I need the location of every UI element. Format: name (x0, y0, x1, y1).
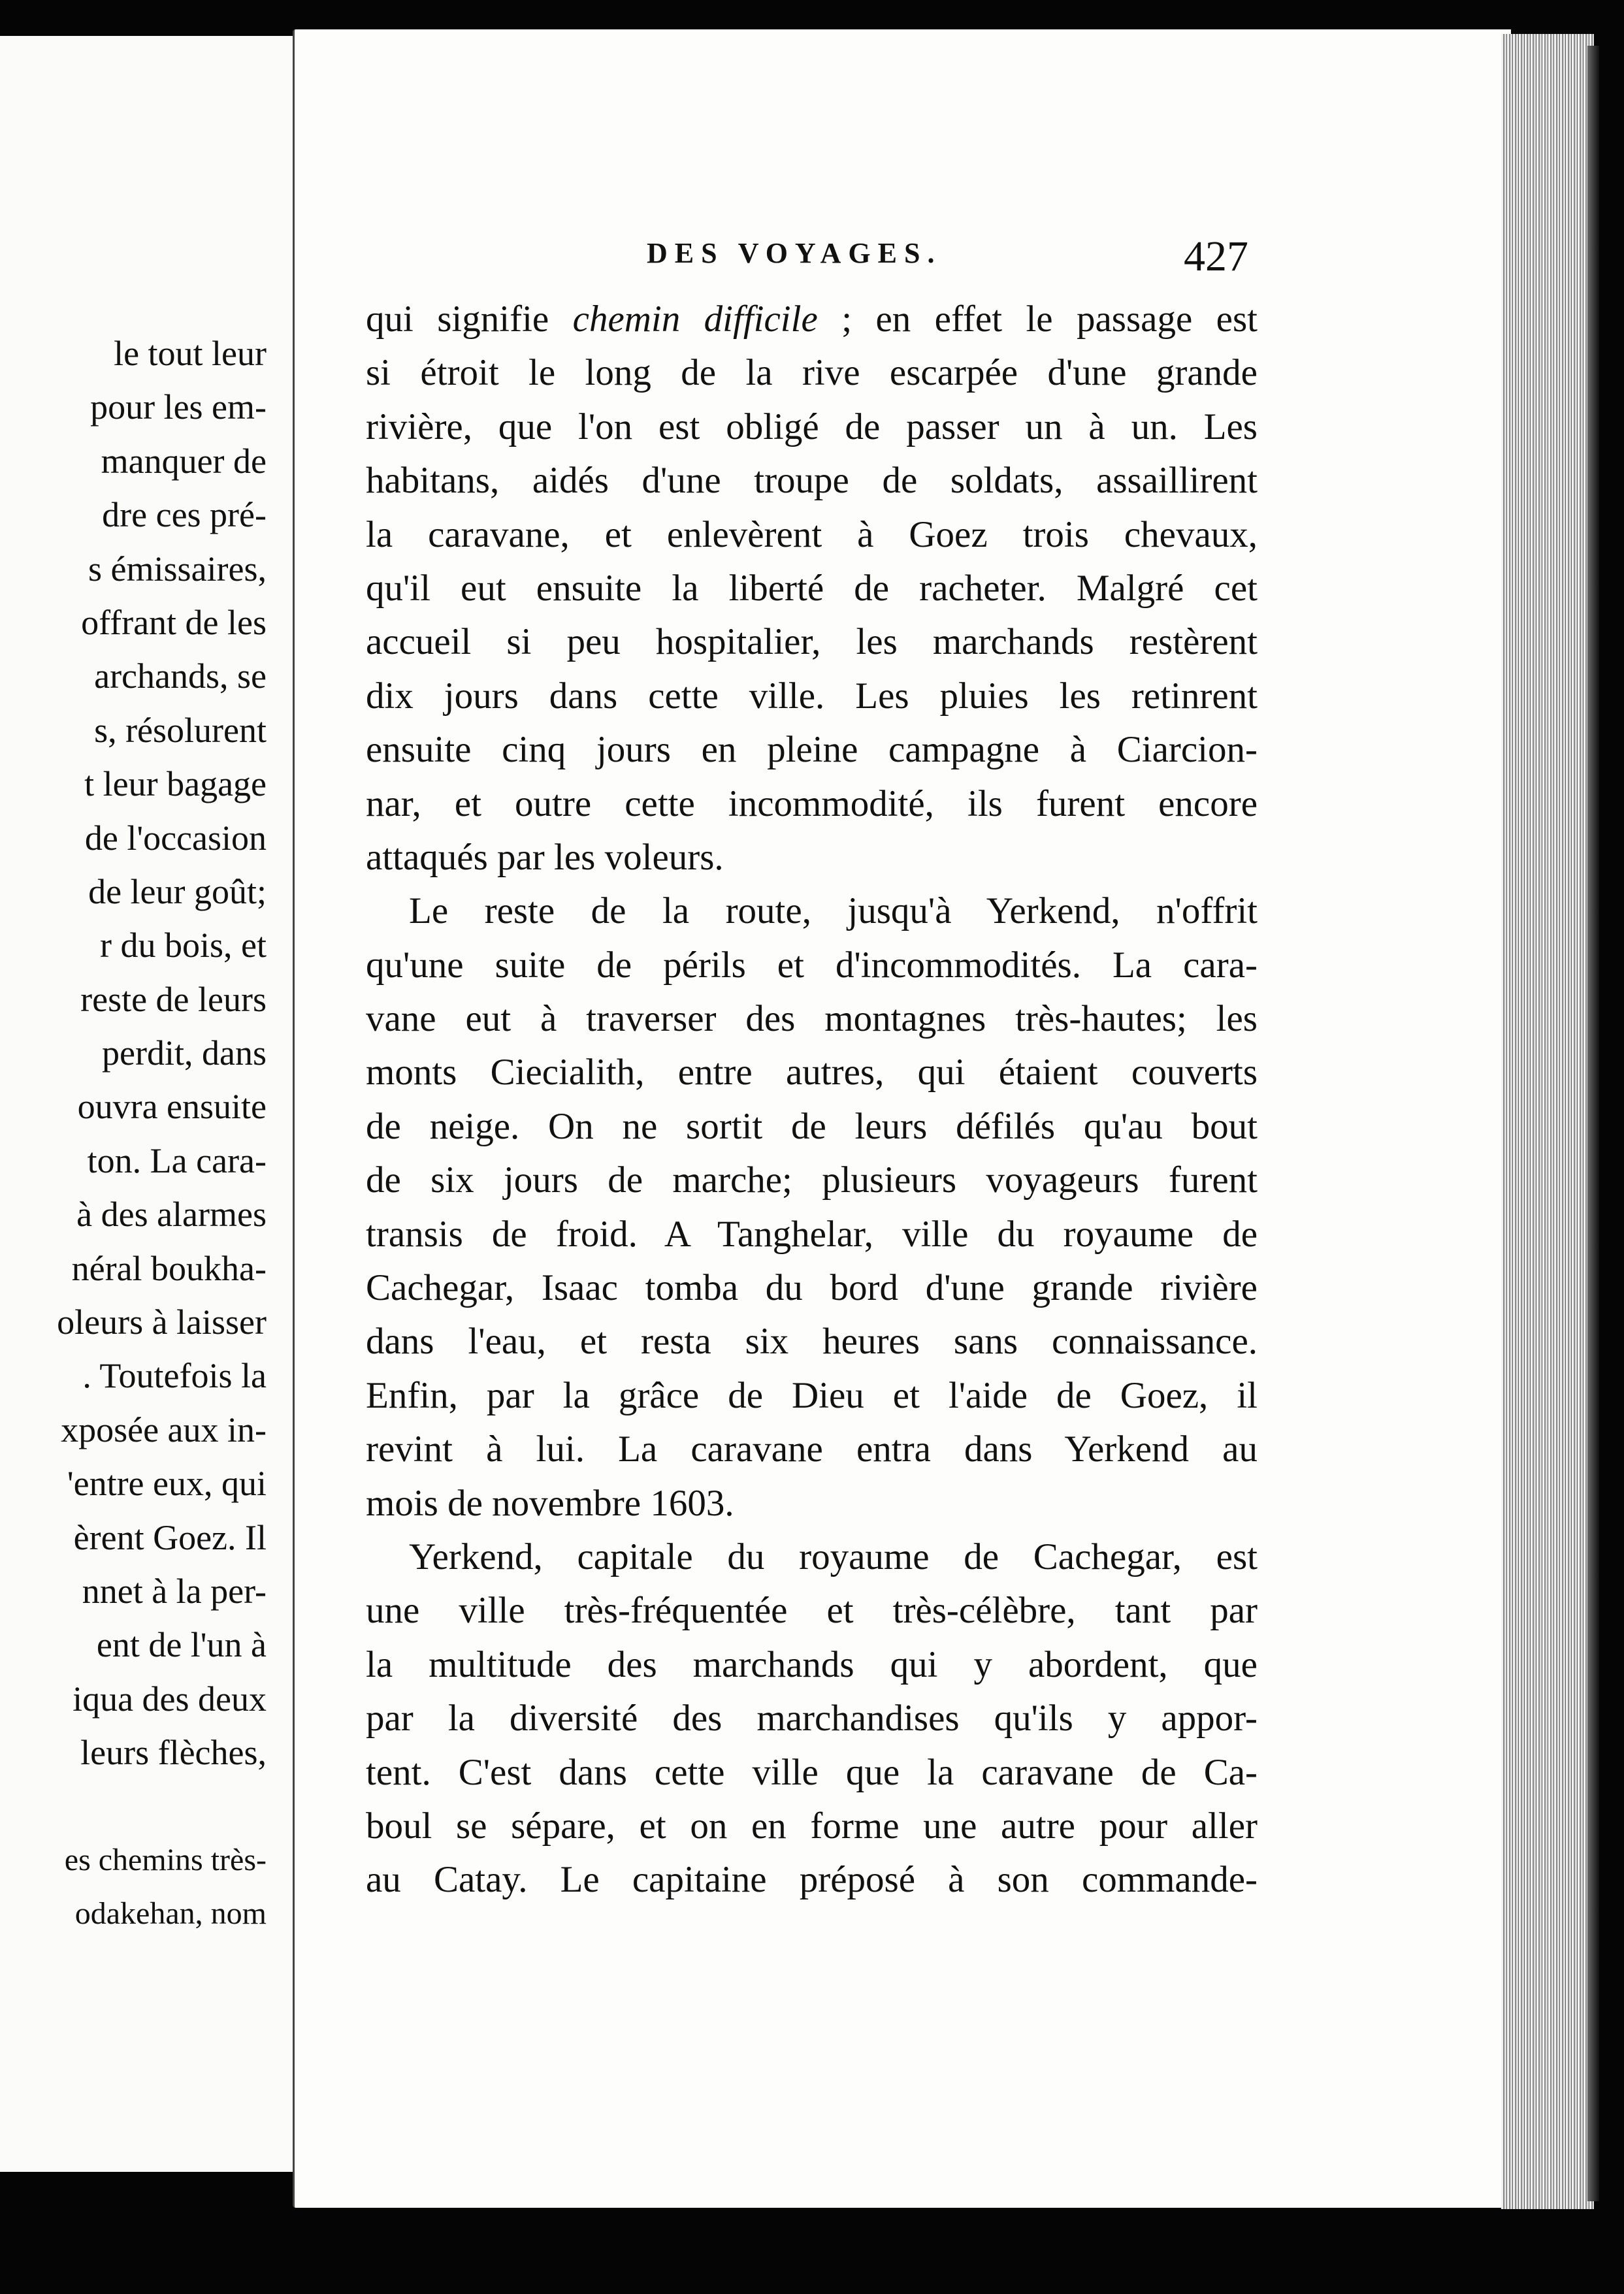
text-line: à des alarmes (76, 1195, 267, 1235)
text-line: odakehan, nom (74, 1896, 267, 1931)
text-line: le tout leur (114, 334, 267, 373)
text-line: pour les em- (90, 387, 267, 427)
text-line: ent de l'un à (96, 1625, 267, 1665)
text-line: qu'une suite de périls et d'incommodités. La cara- (366, 944, 1258, 986)
text-line: accueil si peu hospitalier, les marchands restèrent (366, 621, 1258, 663)
text-line: monts Ciecialith, entre autres, qui étaient couverts (366, 1052, 1258, 1093)
text-line: leurs flèches, (80, 1733, 267, 1773)
text-line: dix jours dans cette ville. Les pluies les retinrent (366, 675, 1258, 717)
text-line: la caravane, et enlevèrent à Goez trois chevaux, (366, 513, 1258, 555)
text-line: qui signifie chemin difficile ; en effet le passage est (366, 299, 1258, 340)
text-line: es chemins très- (64, 1842, 267, 1877)
text-line: reste de leurs (80, 979, 267, 1019)
text-line: transis de froid. A Tanghelar, ville du royaume de (366, 1213, 1258, 1255)
text-line: la multitude des marchands qui y abordent, que (366, 1643, 1258, 1685)
paragraph-end-line: attaqués par les voleurs. (366, 836, 724, 878)
running-head: DES VOYAGES. (647, 237, 942, 269)
text-line: de leur goût; (88, 871, 267, 911)
paragraph-end-line: mois de novembre 1603. (366, 1482, 734, 1524)
text-line: si étroit le long de la rive escarpée d'une grande (366, 352, 1258, 394)
text-line: rivière, que l'on est obligé de passer un à un. Les (366, 406, 1258, 447)
text-line: perdit, dans (102, 1033, 267, 1073)
text-line: tent. C'est dans cette ville que la caravane de Ca- (366, 1751, 1258, 1793)
text-line: Enfin, par la grâce de Dieu et l'aide de Goez, il (366, 1374, 1258, 1416)
text-line: s émissaires, (88, 549, 267, 589)
text-line: ton. La cara- (87, 1140, 267, 1180)
paragraph-start-line: Le reste de la route, jusqu'à Yerkend, n'offrit (409, 890, 1258, 932)
page-edges (1501, 34, 1594, 2209)
text-line: de six jours de marche; plusieurs voyageurs furent (366, 1159, 1258, 1201)
text-line: manquer de (101, 441, 267, 481)
previous-page (0, 36, 302, 2172)
text-line: dans l'eau, et resta six heures sans connaissance. (366, 1321, 1258, 1363)
text-line: dre ces pré- (102, 495, 267, 535)
text-line: qu'il eut ensuite la liberté de racheter. Malgré cet (366, 567, 1258, 609)
text-line: iqua des deux (73, 1679, 267, 1719)
text-line: de neige. On ne sortit de leurs défilés qu'au bout (366, 1105, 1258, 1147)
text-line: èrent Goez. Il (73, 1517, 267, 1557)
page-edges-shadow (1587, 46, 1599, 2201)
italic-phrase: chemin difficile (572, 299, 818, 340)
text-line: 'entre eux, qui (67, 1464, 267, 1504)
previous-page-text (0, 327, 267, 1941)
paragraph-start-line: Yerkend, capitale du royaume de Cachegar, est (409, 1536, 1258, 1577)
text-line: boul se sépare, et on en forme une autre pour aller (366, 1805, 1258, 1847)
text-line: t leur bagage (84, 764, 267, 804)
text-line: par la diversité des marchandises qu'ils y appor- (366, 1698, 1258, 1739)
text-line: vane eut à traverser des montagnes très-hautes; les (366, 998, 1258, 1040)
text-line: Cachegar, Isaac tomba du bord d'une grande rivière (366, 1267, 1258, 1309)
text-line (0, 1780, 267, 1834)
text-line: s, résolurent (94, 710, 267, 750)
text-line: nar, et outre cette incommodité, ils furent encore (366, 783, 1258, 824)
text-line: archands, se (94, 656, 267, 696)
text-line: . Toutefois la (82, 1356, 267, 1396)
body-text (366, 293, 1258, 1907)
text-line: au Catay. Le capitaine préposé à son commande- (366, 1859, 1258, 1901)
text-line: habitans, aidés d'une troupe de soldats, assaillirent (366, 460, 1258, 502)
text-line: r du bois, et (100, 926, 267, 965)
text-line: oleurs à laisser (57, 1302, 267, 1342)
text-line: revint à lui. La caravane entra dans Yerkend au (366, 1429, 1258, 1470)
text-line: offrant de les (81, 602, 267, 642)
text-line: de l'occasion (84, 818, 267, 858)
text-line: nnet à la per- (82, 1571, 267, 1611)
text-line: ensuite cinq jours en pleine campagne à Ciarcion- (366, 729, 1258, 771)
text-line: néral boukha- (71, 1248, 267, 1288)
text-line: xposée aux in- (61, 1410, 267, 1449)
page-number: 427 (1184, 233, 1248, 280)
text-line: une ville très-fréquentée et très-célèbre, tant par (366, 1590, 1258, 1632)
text-line: ouvra ensuite (77, 1087, 267, 1127)
